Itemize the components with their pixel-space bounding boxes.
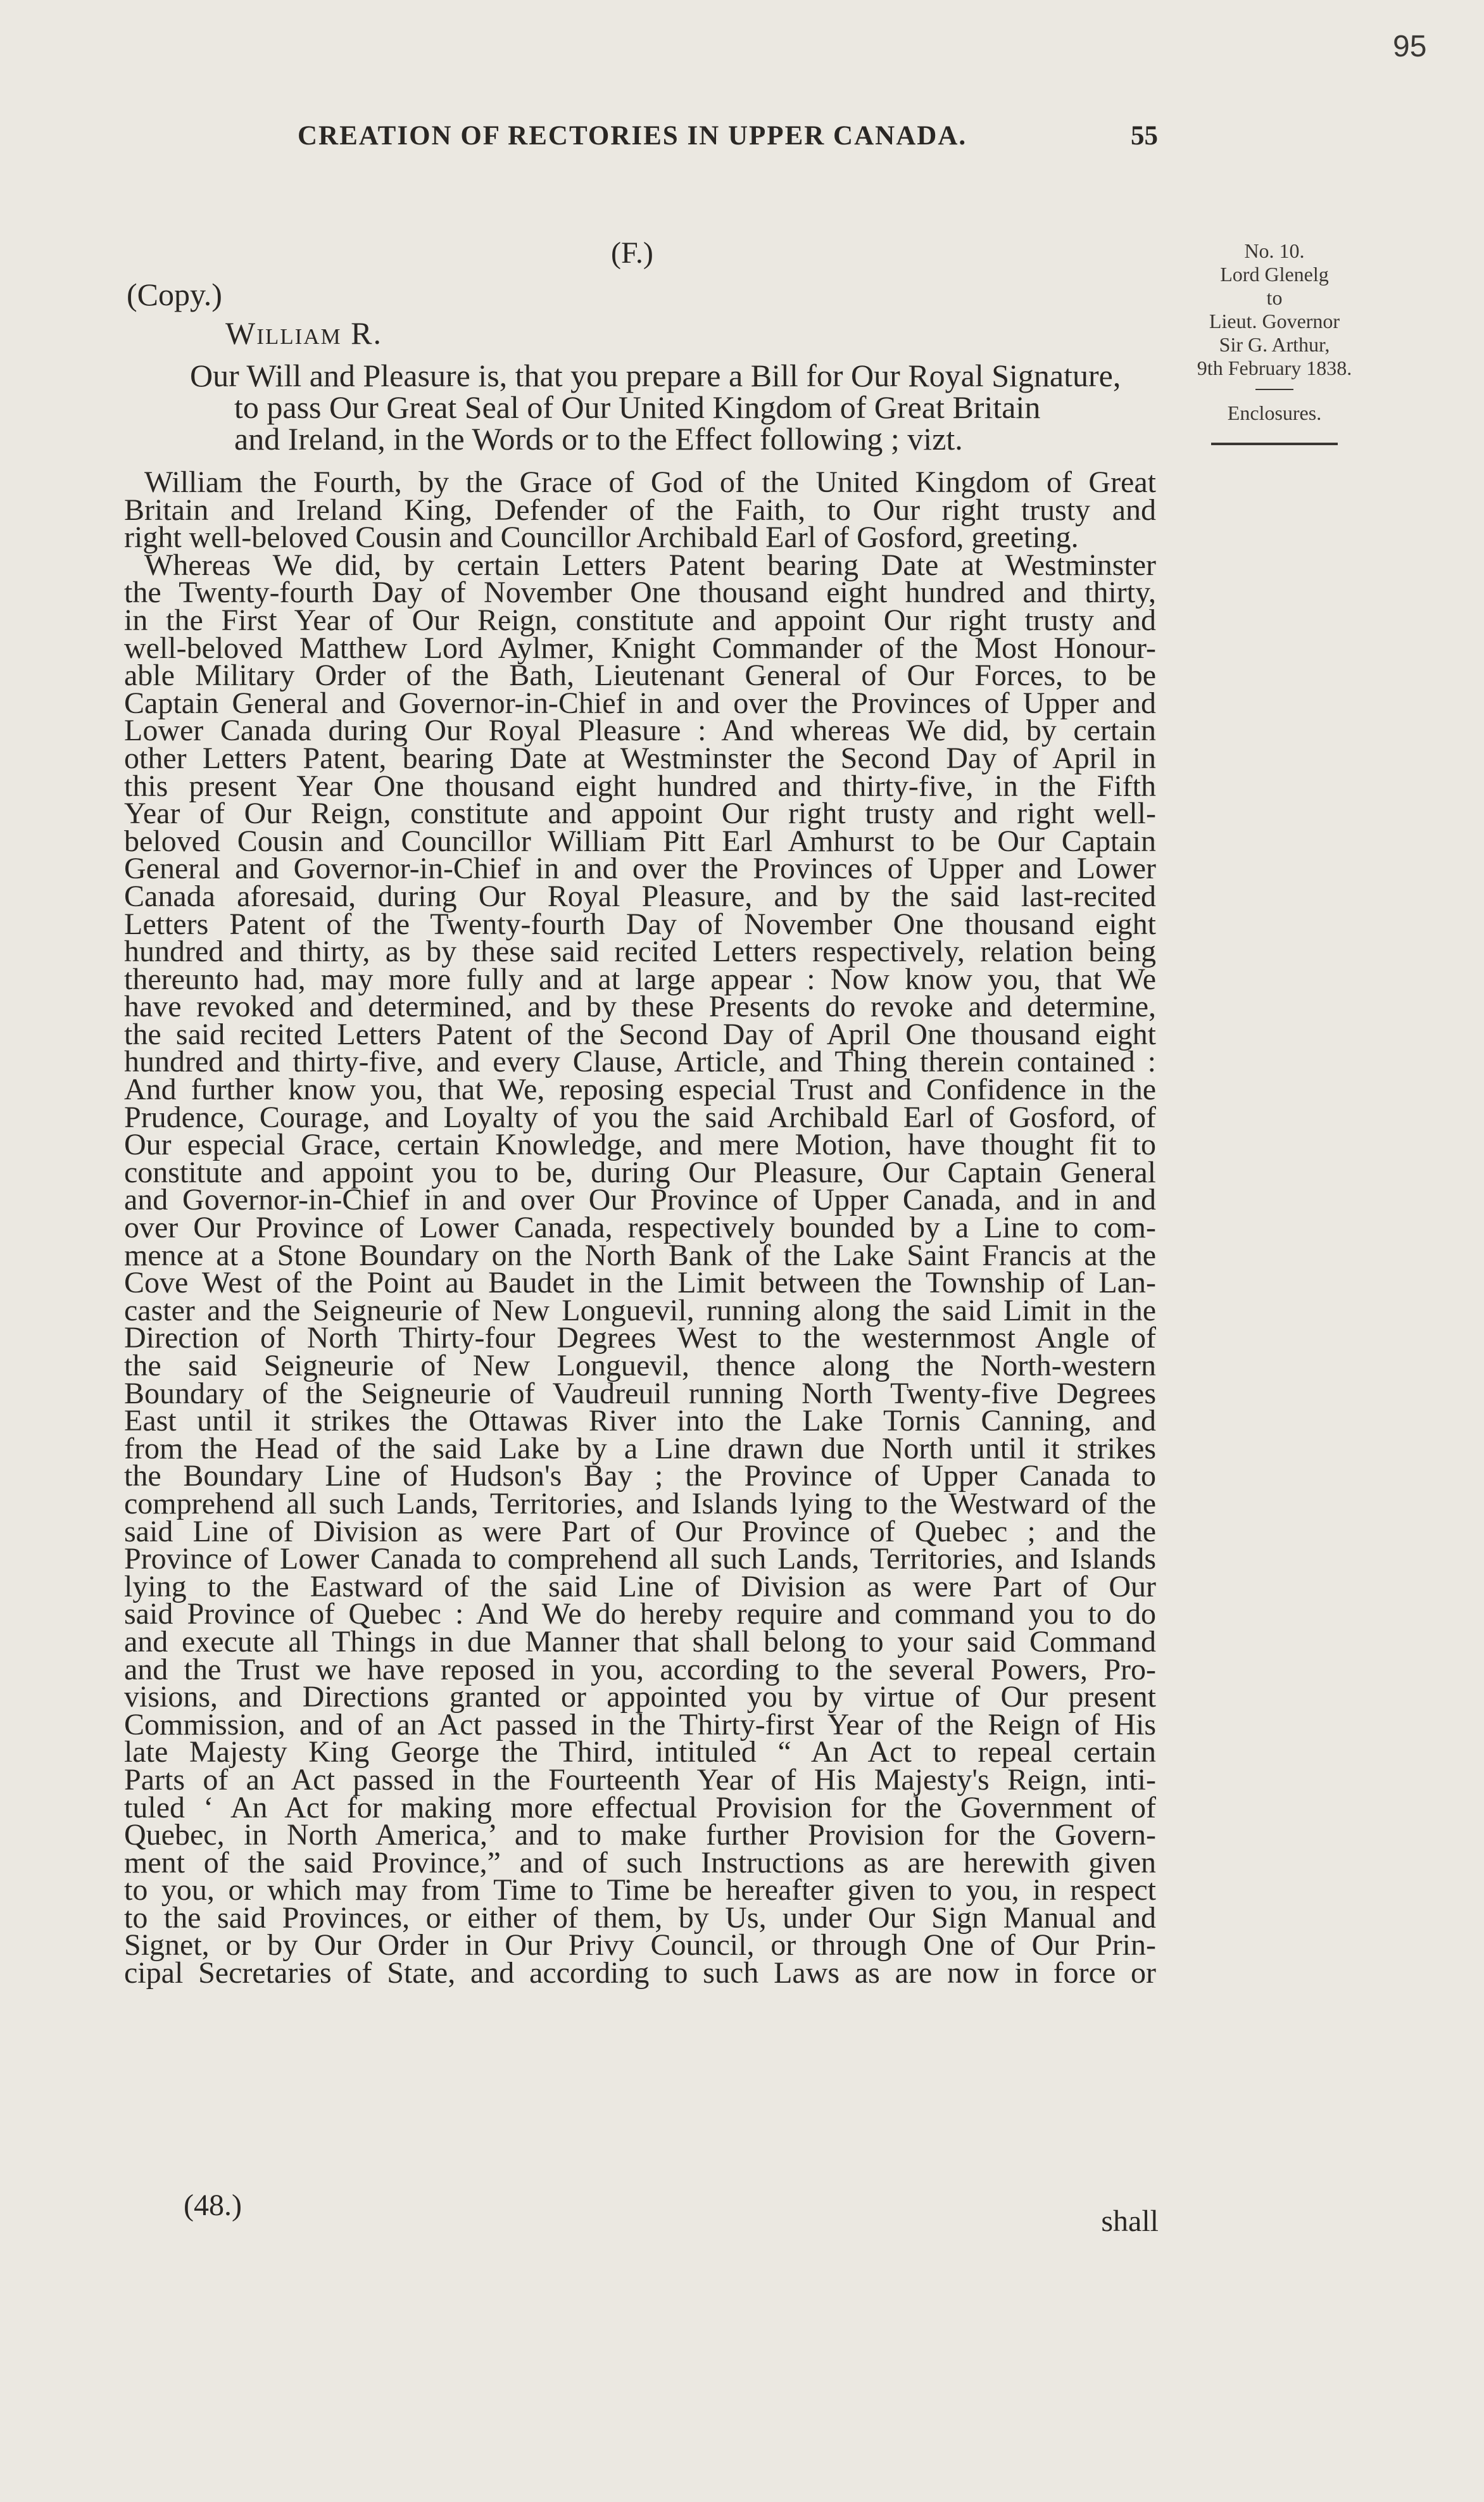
body-line: Lower Canada during Our Royal Pleasure : And whereas We did, by certain [124,714,1156,748]
footer-number: (48.) [184,2189,242,2222]
margin-note-recipient-title: Lieut. Governor [1209,310,1340,332]
body-line: Quebec, in North America,’ and to make further Provision for the Govern- [124,1818,1156,1852]
body-line: comprehend all such Lands, Territories, and Islands lying to the Westward of the [124,1486,1156,1520]
section-mark: (F.) [611,236,653,270]
body-line: William the Fourth, by the Grace of God of the United Kingdom of Great [144,465,1156,499]
body-line: General and Governor-in-Chief in and over the Provinces of Upper and Lower [124,852,1156,886]
body-line: to you, or which may from Time to Time be hereafter given to you, in respect [124,1873,1156,1907]
margin-note-from: Lord Glenelg [1220,263,1329,286]
body-line: Whereas We did, by certain Letters Patent bearing Date at Westminster [144,548,1156,582]
body-line: ment of the said Province,” and of such Instructions as are herewith given [124,1845,1156,1880]
margin-note-enclosures: Enclosures. [1227,401,1322,424]
catchword: shall [1101,2204,1159,2238]
body-line: over Our Province of Lower Canada, respectively bounded by a Line to com- [124,1211,1156,1245]
body-line: late Majesty King George the Third, intituled “ An Act to repeal certain [124,1735,1156,1769]
body-line: Direction of North Thirty-four Degrees West to the westernmost Angle of [124,1321,1156,1355]
body-line: lying to the Eastward of the said Line of Division as were Part of Our [124,1569,1156,1603]
intro-paragraph [190,360,1165,455]
body-line: East until it strikes the Ottawas River into the Lake Tornis Canning, and [124,1404,1156,1438]
body-line: the Boundary Line of Hudson's Bay ; the Province of Upper Canada to [124,1459,1156,1493]
margin-note [1170,239,1379,445]
body-line: Signet, or by Our Order in Our Privy Council, or through One of Our Prin- [124,1928,1156,1962]
folio-number: 95 [1393,30,1427,63]
body-line: Parts of an Act passed in the Fourteenth Year of His Majesty's Reign, inti- [124,1762,1156,1797]
margin-note-to: to [1266,286,1283,309]
body-line: Captain General and Governor-in-Chief in and over the Provinces of Upper and [124,686,1156,720]
body-line: to the said Provinces, or either of them, by Us, under Our Sign Manual and [124,1900,1156,1935]
body-line: Prudence, Courage, and Loyalty of you the said Archibald Earl of Gosford, of [124,1100,1156,1134]
body-line: the Twenty-fourth Day of November One thousand eight hundred and thirty, [124,576,1156,610]
body-line: said Line of Division as were Part of Our Province of Quebec ; and the [124,1514,1156,1548]
body-line: and the Trust we have reposed in you, according to the several Powers, Pro- [124,1652,1156,1686]
margin-note-separator [1255,389,1293,390]
body-line: the said recited Letters Patent of the Second Day of April One thousand eight [124,1017,1156,1051]
body-line: beloved Cousin and Councillor William Pitt Earl Amhurst to be Our Captain [124,824,1156,858]
body-line: able Military Order of the Bath, Lieutenant General of Our Forces, to be [124,659,1156,693]
body-line: tuled ‘ An Act for making more effectual Provision for the Government of [124,1790,1156,1824]
body-line: caster and the Seigneurie of New Longuevil, running along the said Limit in the [124,1293,1156,1327]
margin-note-number: No. 10. [1244,239,1305,262]
body-line: in the First Year of Our Reign, constitute and appoint Our right trusty and [124,603,1156,637]
body-line: well-beloved Matthew Lord Aylmer, Knight Commander of the Most Honour- [124,631,1156,665]
body-line: the said Seigneurie of New Longuevil, thence along the North-western [124,1349,1156,1382]
body-line: hundred and thirty, as by these said recited Letters respectively, relation being [124,935,1156,969]
margin-note-rule [1211,443,1338,445]
body-line: have revoked and determined, and by these Presents do revoke and determine, [124,990,1156,1024]
body-line: this present Year One thousand eight hundred and thirty-five, in the Fifth [124,769,1156,803]
intro-line: Our Will and Pleasure is, that you prepare a Bill for Our Royal Signature, [190,358,1121,393]
body-line: other Letters Patent, bearing Date at Westminster the Second Day of April in [124,741,1156,775]
body-line: Britain and Ireland King, Defender of the Faith, to Our right trusty and [124,493,1156,527]
intro-line: and Ireland, in the Words or to the Effect following ; vizt. [234,421,963,457]
body-line: Boundary of the Seigneurie of Vaudreuil running North Twenty-five Degrees [124,1376,1156,1410]
body-line: Canada aforesaid, during Our Royal Pleasure, and by the said last-recited [124,879,1156,913]
body-line: Letters Patent of the Twenty-fourth Day of November One thousand eight [124,907,1156,941]
body-line: cipal Secretaries of State, and according to such Laws as are now in force or [124,1956,1156,1990]
body-line: Cove West of the Point au Baudet in the Limit between the Township of Lan- [124,1266,1156,1300]
royal-signature: William R. [225,315,383,351]
body-line: constitute and appoint you to be, during Our Pleasure, Our Captain General [124,1155,1156,1189]
body-line: and execute all Things in due Manner that shall belong to your said Command [124,1624,1156,1659]
body-line: Province of Lower Canada to comprehend all such Lands, Territories, and Islands [124,1542,1156,1576]
body-line: visions, and Directions granted or appointed you by virtue of Our present [124,1680,1156,1714]
running-head: CREATION OF RECTORIES IN UPPER CANADA. [298,121,967,151]
body-line: said Province of Quebec : And We do hereby require and command you to do [124,1597,1156,1631]
body-line: hundred and thirty-five, and every Clause, Article, and Thing therein contained : [124,1045,1156,1079]
body-line: Our especial Grace, certain Knowledge, and mere Motion, have thought fit to [124,1128,1156,1162]
body-line: right well-beloved Cousin and Councillor Archibald Earl of Gosford, greeting. [124,521,1079,555]
copy-label: (Copy.) [127,277,222,312]
body-line: from the Head of the said Lake by a Line drawn due North until it strikes [124,1431,1156,1465]
body-line: Year of Our Reign, constitute and appoint Our right trusty and right well- [124,797,1156,831]
page-number: 55 [1131,121,1158,151]
body-line: thereunto had, may more fully and at large appear : Now know you, that We [124,962,1156,996]
body-line: and Governor-in-Chief in and over Our Province of Upper Canada, and in and [124,1183,1156,1217]
body-line: mence at a Stone Boundary on the North Bank of the Lake Saint Francis at the [124,1238,1156,1272]
body-line: And further know you, that We, reposing especial Trust and Confidence in the [124,1073,1156,1107]
letter-body [124,465,1156,1990]
margin-note-date: 9th February 1838. [1197,357,1352,379]
margin-note-recipient: Sir G. Arthur, [1219,333,1330,356]
intro-line: to pass Our Great Seal of Our United Kingdom of Great Britain [234,389,1041,425]
body-line: Commission, and of an Act passed in the Thirty-first Year of the Reign of His [124,1707,1156,1741]
